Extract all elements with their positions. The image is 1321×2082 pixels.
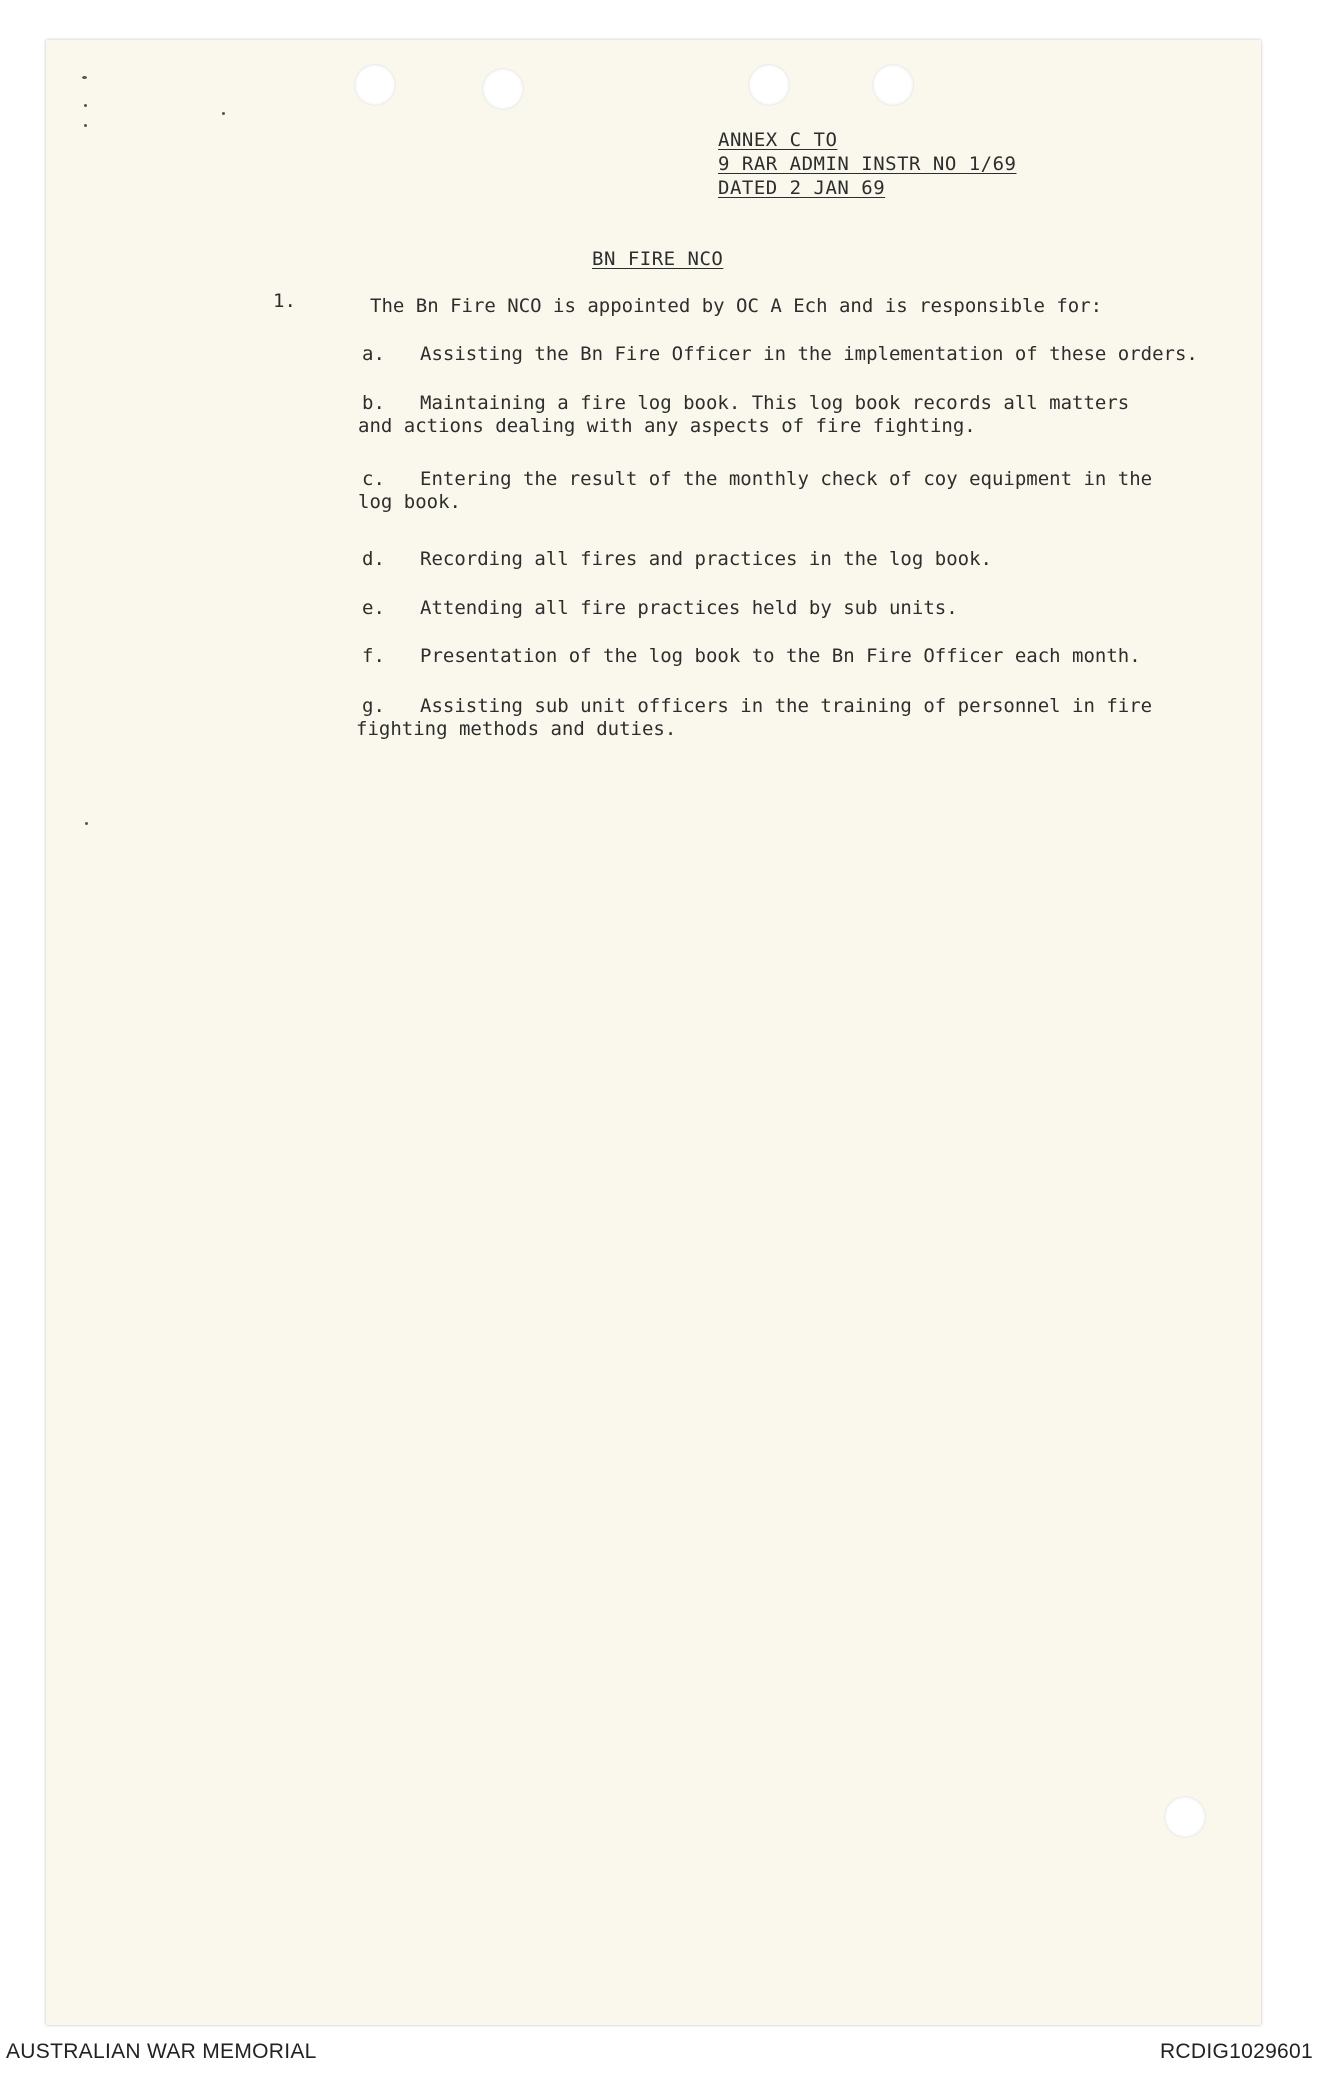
paper-speck (222, 112, 225, 115)
paper-speck (84, 124, 87, 127)
date-line: DATED 2 JAN 69 (718, 177, 886, 199)
item-text: Entering the result of the monthly check of coy equipment in the (420, 468, 1153, 490)
punch-hole (354, 64, 396, 106)
punch-hole (1164, 1796, 1206, 1838)
item-text: Presentation of the log book to the Bn Fire Officer each month. (420, 645, 1141, 667)
item-letter: a. (362, 343, 385, 365)
item-letter: b. (362, 392, 385, 414)
footer-record-id: RCDIG1029601 (1159, 2040, 1313, 2063)
document-page (46, 40, 1261, 2025)
instruction-line: 9 RAR ADMIN INSTR NO 1/69 (718, 153, 1017, 175)
list-item (362, 343, 1198, 366)
item-letter: d. (362, 548, 385, 570)
paragraph-number: 1. (273, 290, 296, 312)
item-text-continued: fighting methods and duties. (356, 718, 677, 740)
list-item (362, 645, 1141, 668)
item-text: Assisting sub unit officers in the training of personnel in fire (420, 695, 1153, 717)
paper-speck (82, 76, 87, 79)
list-item (362, 597, 958, 620)
list-item (362, 548, 992, 571)
item-text-continued: log book. (358, 491, 461, 513)
punch-hole (872, 64, 914, 106)
punch-hole (748, 64, 790, 106)
list-item (358, 468, 1153, 514)
item-letter: c. (362, 468, 385, 490)
annex-reference (718, 128, 1016, 200)
item-text: Attending all fire practices held by sub units. (420, 597, 958, 619)
item-text: Recording all fires and practices in the log book. (420, 548, 992, 570)
item-text: Assisting the Bn Fire Officer in the implementation of these orders. (420, 343, 1198, 365)
document-title: BN FIRE NCO (592, 248, 724, 270)
item-text: Maintaining a fire log book. This log book records all matters (420, 392, 1130, 414)
item-text-continued: and actions dealing with any aspects of fire fighting. (358, 415, 976, 437)
annex-line: ANNEX C TO (718, 129, 838, 151)
punch-hole (482, 68, 524, 110)
paragraph-intro: The Bn Fire NCO is appointed by OC A Ech and is responsible for: (370, 295, 1103, 317)
list-item (358, 392, 1130, 438)
item-letter: f. (362, 645, 385, 667)
list-item (356, 695, 1153, 741)
item-letter: g. (362, 695, 385, 717)
paper-speck (85, 822, 88, 825)
item-letter: e. (362, 597, 385, 619)
footer-institution: AUSTRALIAN WAR MEMORIAL (6, 2040, 317, 2063)
paper-speck (84, 104, 87, 107)
